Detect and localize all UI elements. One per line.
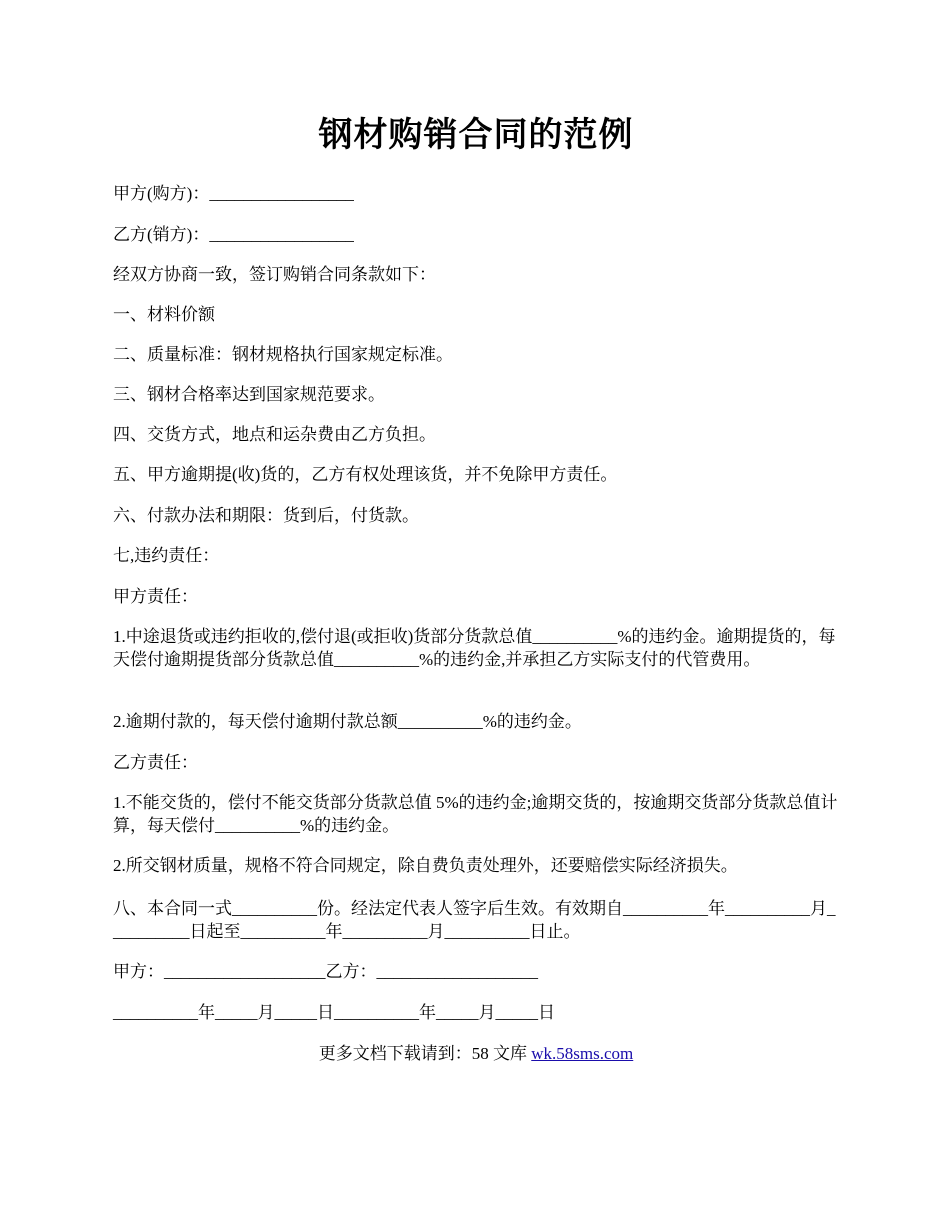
party-b-duty-2: 2.所交钢材质量，规格不符合同规定，除自费负责处理外，还要赔偿实际经济损失。 (113, 856, 738, 875)
footer-text: 更多文档下载请到：58 文库 (318, 1044, 532, 1063)
clause-1: 一、材料价额 (113, 305, 215, 324)
party-a-duty-heading: 甲方责任： (113, 587, 198, 606)
party-b-duty-1: 1.不能交货的，偿付不能交货部分货款总值 5%的违约金;逾期交货的，按逾期交货部分货款总值计算，每天偿付__________%的违约金。 (113, 793, 838, 835)
party-a-duty-1: 1.中途退货或违约拒收的,偿付退(或拒收)货部分货款总值__________%的违约金。逾期提货的，每天偿付逾期提货部分货款总值__________%的违约金,并承担乙方实际支付的代管费用。 (113, 627, 836, 669)
party-b-duty-heading: 乙方责任： (113, 753, 198, 772)
clause-7: 七,违约责任： (113, 546, 220, 565)
clause-3: 三、钢材合格率达到国家规范要求。 (113, 385, 385, 404)
signature-line: 甲方：___________________乙方：___________________ (113, 962, 538, 981)
party-b-line: 乙方(销方)：_________________ (113, 225, 354, 244)
clause-6: 六、付款办法和期限：货到后，付货款。 (113, 506, 419, 525)
clause-4: 四、交货方式，地点和运杂费由乙方负担。 (113, 425, 436, 444)
intro-paragraph: 经双方协商一致，签订购销合同条款如下： (113, 265, 436, 284)
party-a-duty-2: 2.逾期付款的，每天偿付逾期付款总额__________%的违约金。 (113, 712, 582, 731)
footer-link[interactable]: wk.58sms.com (531, 1044, 634, 1063)
party-a-line: 甲方(购方)：_________________ (113, 184, 354, 203)
clause-5: 五、甲方逾期提(收)货的，乙方有权处理该货，并不免除甲方责任。 (113, 465, 618, 484)
footer (113, 1042, 839, 1066)
date-line: __________年_____月_____日__________年_____月_____日 (113, 1003, 555, 1022)
document-title: 钢材购销合同的范例 (318, 117, 634, 154)
clause-2: 二、质量标准：钢材规格执行国家规定标准。 (113, 345, 453, 364)
clause-8: 八、本合同一式__________份。经法定代表人签字后生效。有效期自__________年__________月__________日起至__________年__________月__________日止。 (113, 899, 836, 941)
